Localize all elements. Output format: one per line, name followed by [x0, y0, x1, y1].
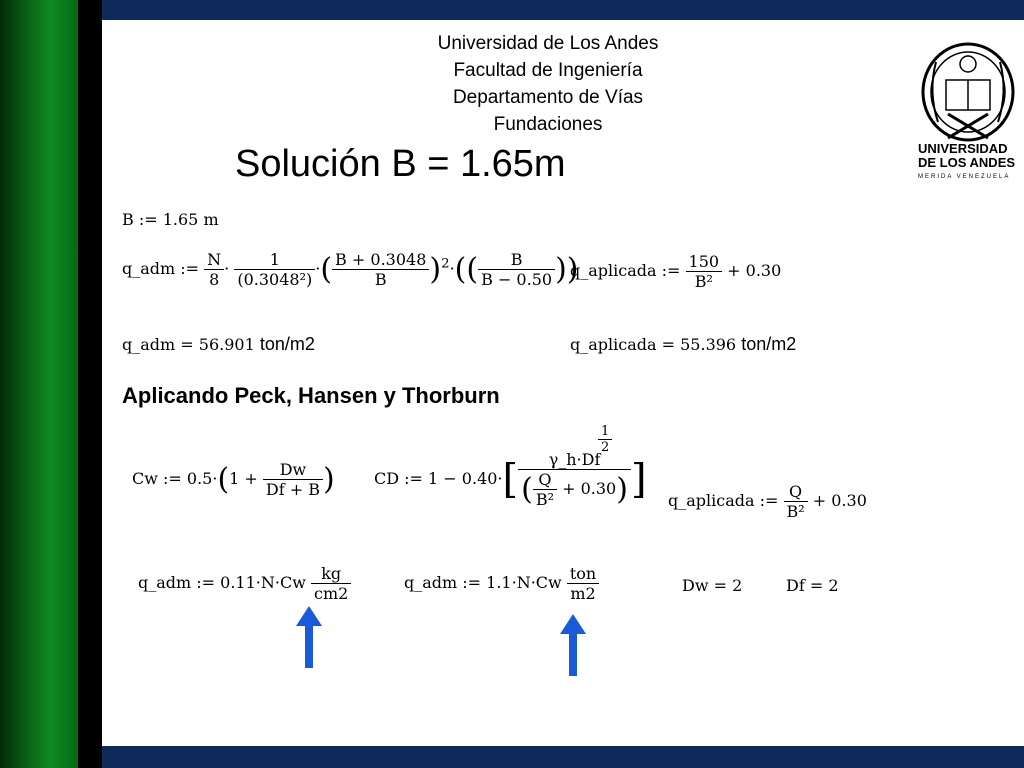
qap-lhs: q_aplicada := [570, 261, 681, 280]
qap2-fraction [784, 482, 808, 521]
university-logo [918, 42, 1018, 202]
qap2-add: + 0.30 [812, 491, 867, 510]
solution-title: Solución B = 1.65m [235, 143, 566, 185]
frac-num: 150 [686, 252, 723, 272]
frac-num: γ_h·Df [518, 450, 631, 470]
df-value: Df = 2 [786, 576, 839, 595]
dw-value: Dw = 2 [682, 576, 743, 595]
qadm2-lhs: q_adm := 1.1·N·Cw [404, 573, 562, 592]
qap-result [570, 334, 796, 355]
slide-content [102, 20, 1024, 746]
qadm-lhs: q_adm := [122, 259, 200, 278]
frac-num: B [478, 250, 555, 270]
qadm-n-over-8 [204, 250, 224, 289]
logo-place: MERIDA VENEZUELA [918, 174, 1011, 180]
qap-add: + 0.30 [727, 261, 782, 280]
frac-num: Q [784, 482, 808, 502]
frac-num: 1 [598, 424, 612, 440]
frac-den: 8 [209, 270, 220, 289]
arrow-up-icon [296, 606, 322, 668]
frac-den: B [374, 270, 387, 289]
logo-name-line1: UNIVERSIDAD [918, 141, 1008, 156]
frac-den: ( $\frac{Q}{\text{B²}}$ + 0.30) [521, 470, 628, 509]
left-black-strip [78, 0, 102, 768]
frac-num: Q [533, 470, 557, 490]
frac-den: cm2 [314, 584, 349, 603]
qadm-ton-formula [404, 564, 599, 603]
header-line-university: Universidad de Los Andes [437, 33, 659, 54]
cd-exp-fraction [598, 424, 612, 455]
qap-fraction [686, 252, 723, 291]
cw-formula: Cw := 0.5·(1 + $\frac{Dw}{Df + B}$ ) [132, 460, 335, 499]
frac-num: kg [311, 564, 351, 584]
qadm-result [122, 334, 315, 355]
cw-fraction [263, 460, 323, 499]
frac-num: Dw [263, 460, 323, 480]
header-line-course: Fundaciones [493, 114, 603, 135]
frac-den: B² [694, 272, 713, 291]
qadm1-unit [311, 564, 351, 603]
frac-num: N [204, 250, 224, 270]
qadm-result-unit: ton/m2 [259, 334, 315, 354]
cw-one: 1 + [229, 469, 258, 488]
qap-result-unit: ton/m2 [741, 334, 797, 354]
cd-add: + 0.30 [562, 479, 617, 498]
frac-den: B − 0.50 [481, 270, 553, 289]
logo-name-line2: DE LOS ANDES [918, 155, 1016, 170]
frac-num: ton [567, 564, 599, 584]
qadm-result-value: q_adm = 56.901 [122, 335, 255, 354]
frac-den: B² [535, 490, 555, 509]
qadm2-unit [567, 564, 599, 603]
header-line-faculty: Facultad de Ingeniería [453, 60, 643, 81]
qap-result-value: q_aplicada = 55.396 [570, 335, 737, 354]
cd-lhs: CD := 1 − 0.40· [374, 469, 503, 488]
bottom-blue-bar [102, 746, 1024, 768]
qadm-one-over [234, 250, 315, 289]
top-blue-bar [102, 0, 1024, 20]
frac-den: B² [786, 502, 805, 521]
frac-num: 1 [234, 250, 315, 270]
cw-lhs: Cw := 0.5· [132, 469, 218, 488]
frac-den: m2 [570, 584, 596, 603]
qadm-b-ratio [332, 250, 429, 289]
cd-exponent [598, 424, 612, 455]
frac-num: B + 0.3048 [332, 250, 429, 270]
left-green-bar [0, 0, 78, 768]
b-definition: B := 1.65 m [122, 210, 219, 229]
frac-den: (0.3048²) [237, 270, 313, 289]
cd-formula: CD := 1 − 0.40·[ γ_h·Df ( $\frac{Q}{\text{B²}}$ + 0.30) ] [374, 450, 647, 509]
qap2-lhs: q_aplicada := [668, 491, 779, 510]
cd-inner-fraction [533, 470, 557, 509]
qadm1-lhs: q_adm := 0.11·N·Cw [138, 573, 306, 592]
qaplicada-q-formula [668, 482, 867, 521]
frac-den: Df + B [265, 480, 321, 499]
institution-header [402, 30, 694, 138]
section-title: Aplicando Peck, Hansen y Thorburn [122, 383, 500, 408]
cd-fraction [518, 450, 631, 509]
qadm-b-correction [478, 250, 555, 289]
arrow-up-icon [560, 614, 586, 676]
frac-den: 2 [601, 440, 610, 455]
qadm-exponent: 2 [441, 256, 450, 272]
qaplicada-formula [570, 252, 781, 291]
qadm-formula: q_adm := $\frac{N}{8}$ · $\frac{1}{\text{(0.3048²)}}$ ·( $\frac{B + 0.3048}{B}$ )$^2$·(( $\frac{B}{B - 0.50}$ )) [122, 250, 579, 289]
qadm-kg-formula [138, 564, 351, 603]
header-line-department: Departamento de Vías [452, 87, 644, 108]
